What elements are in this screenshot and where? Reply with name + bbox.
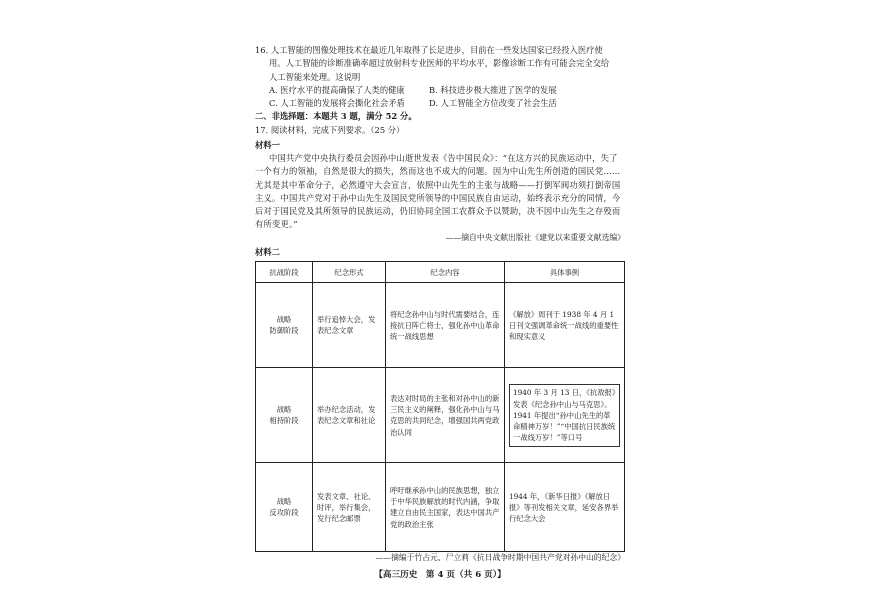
material2-table bbox=[255, 261, 625, 552]
table-row bbox=[256, 368, 625, 463]
table-header: 抗战阶段 bbox=[256, 262, 313, 283]
example-cell: 《解放》周刊于 1938 年 4 月 1 日刊文强调革命统一战线的重要性和现实意义 bbox=[505, 283, 625, 368]
q16-options bbox=[255, 84, 625, 111]
table-header: 纪念内容 bbox=[386, 262, 505, 283]
q16-option-b: B. 科技进步极大推进了医学的发展 bbox=[429, 84, 557, 95]
material1-source: ——摘自中央文献出版社《建党以来重要文献选编》 bbox=[445, 232, 625, 242]
stage-cell: 战略 相持阶段 bbox=[256, 368, 313, 463]
q16-option-d: D. 人工智能全方位改变了社会生活 bbox=[429, 98, 557, 109]
stage-cell: 战略 防御阶段 bbox=[256, 283, 313, 368]
table-header-row bbox=[256, 262, 625, 283]
example-box: 1940 年 3 月 13 日，《抗敌报》发表《纪念孙中山与马克思》。1941 年提出“孙中山先生的革命精神万岁！”“中国抗日民族统一战线万岁！”等口号 bbox=[509, 384, 620, 446]
stage-cell: 战略 反攻阶段 bbox=[256, 463, 313, 552]
exam-page bbox=[255, 44, 625, 583]
page-footer: 【高三历史 第 4 页（共 6 页）】 bbox=[374, 569, 506, 580]
q16-stem-line1: 16. 人工智能的图像处理技术在最近几年取得了长足进步，目前在一些发达国家已经投入医疗使 bbox=[255, 45, 603, 55]
q16-stem-line3: 人工智能来处理。这说明 bbox=[269, 71, 361, 82]
section-title: 二、非选择题：本题共 3 题，满分 52 分。 bbox=[255, 111, 417, 122]
q16-option-c: C. 人工智能的发展将会撕化社会矛盾 bbox=[269, 98, 405, 109]
table-header: 纪念形式 bbox=[313, 262, 386, 283]
q16-stem-line2: 用。人工智能的诊断准确率超过放射科专业医师的平均水平，影像诊断工作有可能会完全交给 bbox=[269, 58, 610, 69]
material1-title: 材料一 bbox=[255, 139, 280, 150]
content-cell: 呼吁继承孙中山的民族思想，独立于中华民族解放的时代内涵，争取建立自由民主国家，表达中国共产党的政治主张 bbox=[386, 463, 505, 552]
material2-source: ——摘编于竹占元、尸立莉《抗日战争时期中国共产党对孙中山的纪念》 bbox=[375, 553, 625, 563]
content-cell: 将纪念孙中山与时代需要结合，连接抗日阵亡将士，强化孙中山革命统一战线思想 bbox=[386, 283, 505, 368]
question-16 bbox=[255, 44, 625, 110]
example-cell bbox=[505, 368, 625, 463]
q16-option-a: A. 医疗水平的提高确保了人类的健康 bbox=[269, 84, 405, 95]
example-cell: 1944 年，《新华日报》《解放日报》等刊发相关文章，延安各界举行纪念大会 bbox=[505, 463, 625, 552]
table-row bbox=[256, 283, 625, 368]
table-header: 具体事例 bbox=[505, 262, 625, 283]
material2-title: 材料二 bbox=[255, 247, 280, 258]
q17-stem: 17. 阅读材料，完成下列要求。（25 分） bbox=[255, 124, 405, 135]
material1-text: 中国共产党中央执行委员会因孙中山逝世发表《告中国民众》：“在这方兴的民族运动中，失了一个有力的领袖，自然是很大的损失，然而这也不成大的问题。因为中山先生所创造的国民党……尤其是其中革命分子，必然遵守大会宣言，依照中山先生的主张与战略——打倒军阀功须打倒帝国主义。中国共产党对于孙中山先生及国民党所领导的中国民族自由运动，始终表示充分的同情，今后对于国民党及其所领导的民族运动，仍旧协同全国工农群众予以赞助，决不因中山先生之存殁而有所变更。” bbox=[255, 153, 621, 230]
content-cell: 表达对时局的主张和对孙中山的新三民主义的阐释，强化孙中山与马克思的共同纪念，增强国共两党政治认同 bbox=[386, 368, 505, 463]
form-cell: 举办纪念活动，发表纪念文章和社论 bbox=[313, 368, 386, 463]
form-cell: 举行追悼大会，发表纪念文章 bbox=[313, 283, 386, 368]
form-cell: 发表文章、社论、时评，举行集会，发行纪念邮票 bbox=[313, 463, 386, 552]
table-row bbox=[256, 463, 625, 552]
